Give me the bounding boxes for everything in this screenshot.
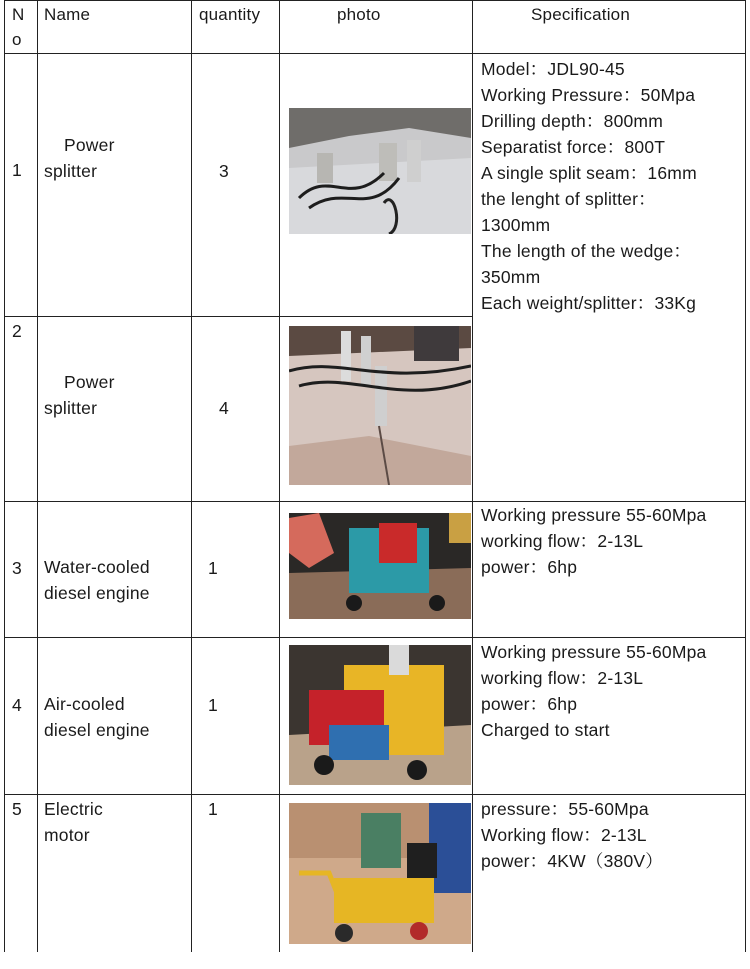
header-quantity: quantity xyxy=(199,5,261,24)
header-name: Name xyxy=(44,5,91,24)
table-border-right xyxy=(745,0,746,952)
row-3-no: 3 xyxy=(12,558,22,578)
row-1-quantity: 3 xyxy=(219,161,229,181)
power-splitter-in-rock-photo xyxy=(289,326,471,485)
equipment-table xyxy=(4,0,746,952)
header-no-line1: N xyxy=(12,5,25,24)
row-divider xyxy=(4,316,472,317)
row-4-name-line2: diesel engine xyxy=(44,720,150,740)
row-5-name-line1: Electric xyxy=(44,799,103,819)
column-divider xyxy=(191,0,192,952)
spec-line: power：6hp xyxy=(481,694,578,714)
row-3-name-line1: Water-cooled xyxy=(44,557,150,577)
row-3-name xyxy=(44,554,150,606)
column-divider xyxy=(279,0,280,952)
row-5-name xyxy=(44,796,103,848)
spec-line: Separatist force：800T xyxy=(481,137,666,157)
row-2-quantity: 4 xyxy=(219,398,229,418)
row-3-name-line2: diesel engine xyxy=(44,583,150,603)
column-divider xyxy=(37,0,38,952)
row-2-name-line1: Power xyxy=(64,372,115,392)
row-4-no: 4 xyxy=(12,695,22,715)
spec-line: power：4KW（380V） xyxy=(481,851,663,871)
spec-line: Model：JDL90-45 xyxy=(481,59,625,79)
header-no xyxy=(12,2,34,52)
spec-line: Drilling depth：800mm xyxy=(481,111,663,131)
row-2-name xyxy=(44,369,115,421)
row-5-specification xyxy=(481,796,743,874)
air-cooled-diesel-engine-photo xyxy=(289,645,471,785)
row-2-no: 2 xyxy=(12,321,22,341)
spec-line: Charged to start xyxy=(481,720,610,740)
spec-line: A single split seam：16mm xyxy=(481,163,697,183)
spec-line: 1300mm xyxy=(481,215,551,235)
power-splitter-photo xyxy=(289,108,471,234)
electric-motor-photo xyxy=(289,803,471,944)
row-divider xyxy=(4,794,746,795)
row-2-name-line2: splitter xyxy=(44,398,98,418)
row-3-specification xyxy=(481,502,743,580)
spec-line: Working pressure 55-60Mpa xyxy=(481,505,707,525)
spec-line: Working pressure 55-60Mpa xyxy=(481,642,707,662)
row-5-no: 5 xyxy=(12,799,22,819)
row-1-specification xyxy=(481,56,743,316)
spec-line: pressure：55-60Mpa xyxy=(481,799,649,819)
row-divider xyxy=(4,53,746,54)
spec-line: Working flow：2-13L xyxy=(481,825,647,845)
spec-line: 350mm xyxy=(481,267,541,287)
header-photo: photo xyxy=(337,5,381,24)
row-1-no: 1 xyxy=(12,160,22,180)
spec-line: Each weight/splitter：33Kg xyxy=(481,293,697,313)
spec-line: working flow：2-13L xyxy=(481,531,644,551)
row-4-specification xyxy=(481,639,743,743)
spec-line: Working Pressure：50Mpa xyxy=(481,85,696,105)
row-4-quantity: 1 xyxy=(208,695,218,715)
table-border-left xyxy=(4,0,5,952)
row-4-name-line1: Air-cooled xyxy=(44,694,125,714)
spec-line: The length of the wedge： xyxy=(481,241,692,261)
row-1-name-line2: splitter xyxy=(44,161,98,181)
header-specification: Specification xyxy=(531,5,630,24)
row-5-quantity: 1 xyxy=(208,799,218,819)
row-1-name-line1: Power xyxy=(64,135,115,155)
column-divider xyxy=(472,0,473,952)
row-3-quantity: 1 xyxy=(208,558,218,578)
row-1-name xyxy=(44,132,115,184)
row-divider xyxy=(4,637,746,638)
row-5-name-line2: motor xyxy=(44,825,90,845)
spec-line: the lenght of splitter： xyxy=(481,189,656,209)
header-no-line2: o xyxy=(12,30,22,49)
spec-line: power：6hp xyxy=(481,557,578,577)
spec-line: working flow：2-13L xyxy=(481,668,644,688)
water-cooled-diesel-engine-photo xyxy=(289,513,471,619)
table-border-top xyxy=(4,0,746,1)
row-4-name xyxy=(44,691,150,743)
